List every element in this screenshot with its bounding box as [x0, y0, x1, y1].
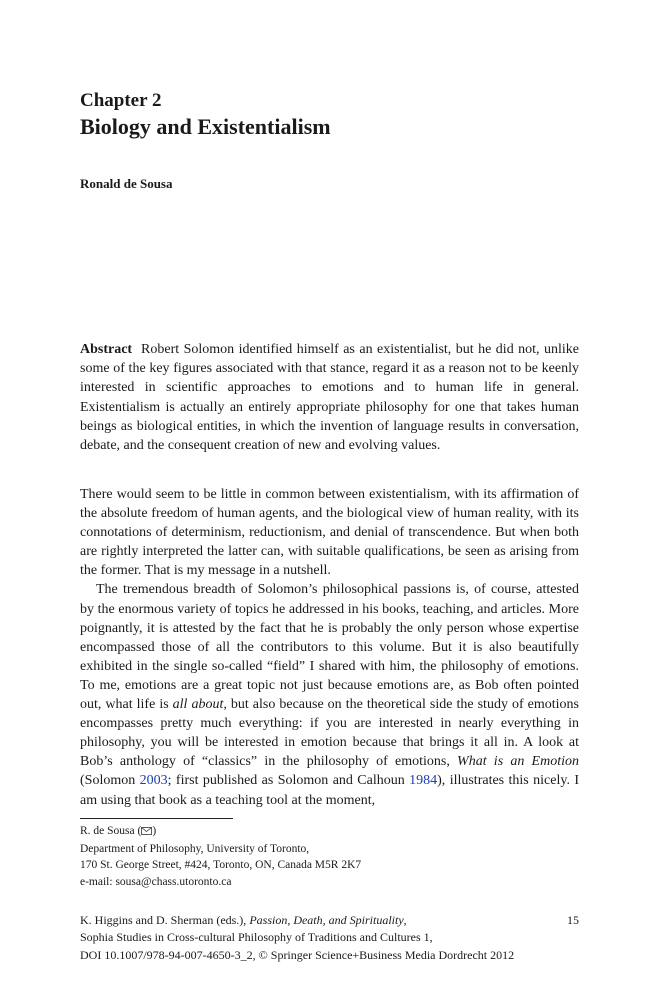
footer-doi: DOI 10.1007/978-94-007-4650-3_2, © Springer Science+Business Media Dordrecht 2012	[80, 947, 515, 962]
citation-link-2003[interactable]: 2003	[139, 773, 168, 789]
paragraph-2	[80, 580, 579, 809]
emphasis-all-about: all about,	[172, 697, 227, 713]
book-title-what-is-an-emotion: What is an Emotion	[457, 754, 579, 770]
page-number: 15	[567, 913, 579, 927]
affiliation-email: e-mail: sousa@chass.utoronto.ca	[80, 875, 232, 888]
affiliation-address: 170 St. George Street, #424, Toronto, ON, Canada M5R 2K7	[80, 859, 362, 872]
footer-line-1	[80, 912, 579, 929]
paragraph-2-part-c: (Solomon	[80, 773, 140, 789]
footer-book-title: Passion, Death, and Spirituality	[249, 913, 404, 927]
body-text	[80, 485, 579, 810]
paragraph-2-part-d: ; first published as Solomon and Calhoun	[167, 773, 410, 789]
paragraph-2-part-a: The tremendous breadth of Solomon’s philosophical passions is, of course, attested by the enormous variety of topics he addressed in his books, teaching, and articles. More poignantly, it is attested by the fact that he is probably the only person whose expertise encompassed those of all the contributors to this volume. But it is also beautifully exhibited in the single so-called “field” I shared with him, the philosophy of emotions. To me, emotions are a great topic not just because emotions are, as Bob often pointed out, what life is	[80, 582, 579, 713]
affiliation-name-line: R. de Sousa ( )	[80, 823, 361, 841]
affiliation-name: R. de Sousa	[80, 825, 135, 837]
paragraph-2-part-b: but also because on the theoretical side the study of emotions encompasses pretty much everything: if you are interested in nearly everything in philosophy, you will be interested in emotion because that brings it all in. A look at Bob’s anthology of “classics” in the philosophy of emotions,	[80, 697, 579, 770]
abstract-label: Abstract	[80, 342, 133, 357]
footer-editors: K. Higgins and D. Sherman (eds.),	[80, 913, 250, 927]
footer-series: Sophia Studies in Cross-cultural Philosophy of Traditions and Cultures 1,	[80, 930, 433, 945]
footer-comma: ,	[403, 913, 407, 927]
book-footer	[80, 912, 579, 964]
paragraph-1: There would seem to be little in common between existentialism, with its affirmation of the absolute freedom of human agents, and the biological view of human reality, with its connotations of determinism, reductionism, and denial of transcendence. But when both are rightly interpreted the latter can, with suitable qualifications, be seen as arising from the former. That is my message in a nutshell.	[80, 487, 579, 579]
footnote-divider	[80, 818, 233, 819]
citation-link-1984[interactable]: 1984	[409, 773, 438, 789]
abstract	[80, 340, 579, 455]
paragraph-2-part-e: ), illustrates this nicely. I am using that book as a teaching tool at the moment,	[80, 773, 579, 808]
page	[80, 0, 579, 1000]
author-name: Ronald de Sousa	[80, 176, 173, 191]
abstract-text: Robert Solomon identified himself as an existentialist, but he did not, unlike some of the key figures associated with that stance, regard it as a reason not to be keenly interested in scientific approaches to emotions and to human life in general. Existentialism is actually an entirely appropriate philosophy for one that takes human beings as biological entities, in which the invention of language results in conversation, debate, and the consequent creation of new and evolving values.	[80, 342, 580, 454]
chapter-title: Biology and Existentialism	[80, 114, 331, 139]
affiliation-department: Department of Philosophy, University of Toronto,	[80, 842, 310, 855]
author-affiliation	[80, 823, 361, 890]
chapter-number: Chapter 2	[80, 90, 162, 111]
envelope-icon	[141, 824, 152, 841]
